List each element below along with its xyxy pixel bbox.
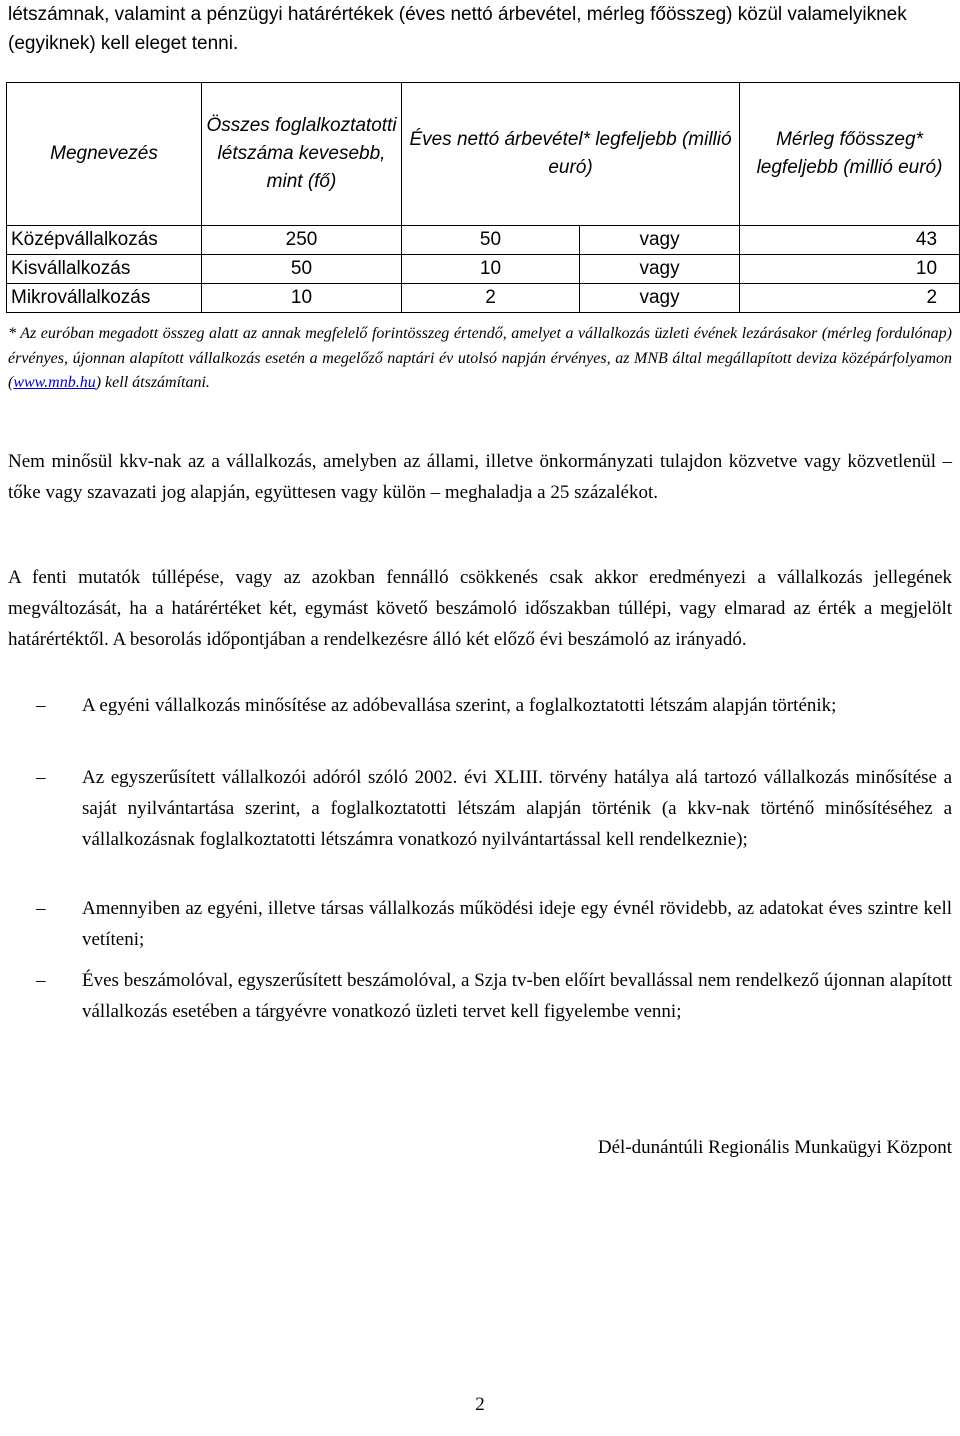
list-item-text: A egyéni vállalkozás minősítése az adóbevallása szerint, a foglalkoztatotti létszám alapján történik; [82,695,837,716]
row-balance: 2 [740,284,960,313]
signature-organization: Dél-dunántúli Regionális Munkaügyi Központ [597,1137,952,1158]
header-name: Megnevezés [7,83,202,226]
dash-bullet-icon: – [36,898,46,919]
list-item [36,690,952,721]
row-balance: 10 [740,255,960,284]
table-row [7,284,960,313]
row-turnover: 10 [402,255,580,284]
dash-bullet-icon: – [36,767,46,788]
dash-bullet-icon: – [36,970,46,991]
intro-text: létszámnak, valamint a pénzügyi határértékek (éves nettó árbevétel, mérleg főösszeg) közül valamelyiknek (egyiknek) kell eleget tenni. [8,4,907,54]
paragraph-kkv-exclusion: Nem minősül kkv-nak az a vállalkozás, amelyben az állami, illetve önkormányzati tulajdon közvetve vagy közvetlenül – tőke vagy szavazati jog alapján, együttesen vagy külön – meghaladja a 25 százalékot. [8,451,952,503]
footnote [8,322,952,396]
page-number: 2 [475,1394,485,1415]
dash-bullet-icon: – [36,695,46,716]
table-row [7,226,960,255]
row-employees: 10 [202,284,402,313]
row-or: vagy [580,284,740,313]
footnote-text-after: ) kell átszámítani. [95,374,210,391]
list-item [36,762,952,855]
row-balance: 43 [740,226,960,255]
list-item-text: Amennyiben az egyéni, illetve társas vállalkozás működési ideje egy évnél rövidebb, az adatokat éves szintre kell vetíteni; [82,898,952,950]
row-turnover: 50 [402,226,580,255]
row-employees: 250 [202,226,402,255]
row-or: vagy [580,226,740,255]
row-employees: 50 [202,255,402,284]
enterprise-size-table [6,82,960,313]
header-turnover: Éves nettó árbevétel* legfeljebb (millió euró) [402,83,740,226]
header-balance: Mérleg főösszeg* legfeljebb (millió euró) [740,83,960,226]
row-or: vagy [580,255,740,284]
paragraph-threshold-rule: A fenti mutatók túllépése, vagy az azokban fennálló csökkenés csak akkor eredményezi a vállalkozás jellegének megváltozását, ha a határértéket két, egymást követő beszámoló időszakban túllépi, vagy elmarad az érték a megjelölt határértéktől. A besorolás időpontjában a rendelkezésre álló két előző évi beszámoló az irányadó. [8,567,952,650]
row-name: Kisvállalkozás [7,255,202,284]
row-turnover: 2 [402,284,580,313]
mnb-link[interactable]: www.mnb.hu [13,374,96,391]
list-item [36,893,952,955]
list-item-text: Éves beszámolóval, egyszerűsített beszámolóval, a Szja tv-ben előírt bevallással nem rendelkező újonnan alapított vállalkozás esetében a tárgyévre vonatkozó üzleti tervet kell figyelembe venni; [82,970,952,1022]
list-item-text: Az egyszerűsített vállalkozói adóról szóló 2002. évi XLIII. törvény hatálya alá tartozó vállalkozás minősítése a saját nyilvántartása szerint, a foglalkoztatotti létszám alapján történik (a kkv-nak történő minősítéséhez a vállalkozásnak foglalkoztatotti létszámra vonatkozó nyilvántartással kell rendelkeznie); [82,767,952,850]
table-header-row [7,83,960,226]
footnote-text-before: * Az euróban megadott összeg alatt az annak megfelelő forintösszeg értendő, amelyet a vállalkozás üzleti évének lezárásakor (mérleg fordulónap) érvényes, újonnan alapított vállalkozás esetén a megelőző naptári év utolsó napján érvényes, az MNB által megállapított deviza középárfolyamon ( [8,325,952,391]
row-name: Középvállalkozás [7,226,202,255]
table-row [7,255,960,284]
row-name: Mikrovállalkozás [7,284,202,313]
header-employees: Összes foglalkoztatotti létszáma kevesebb, mint (fő) [202,83,402,226]
list-item [36,965,952,1027]
